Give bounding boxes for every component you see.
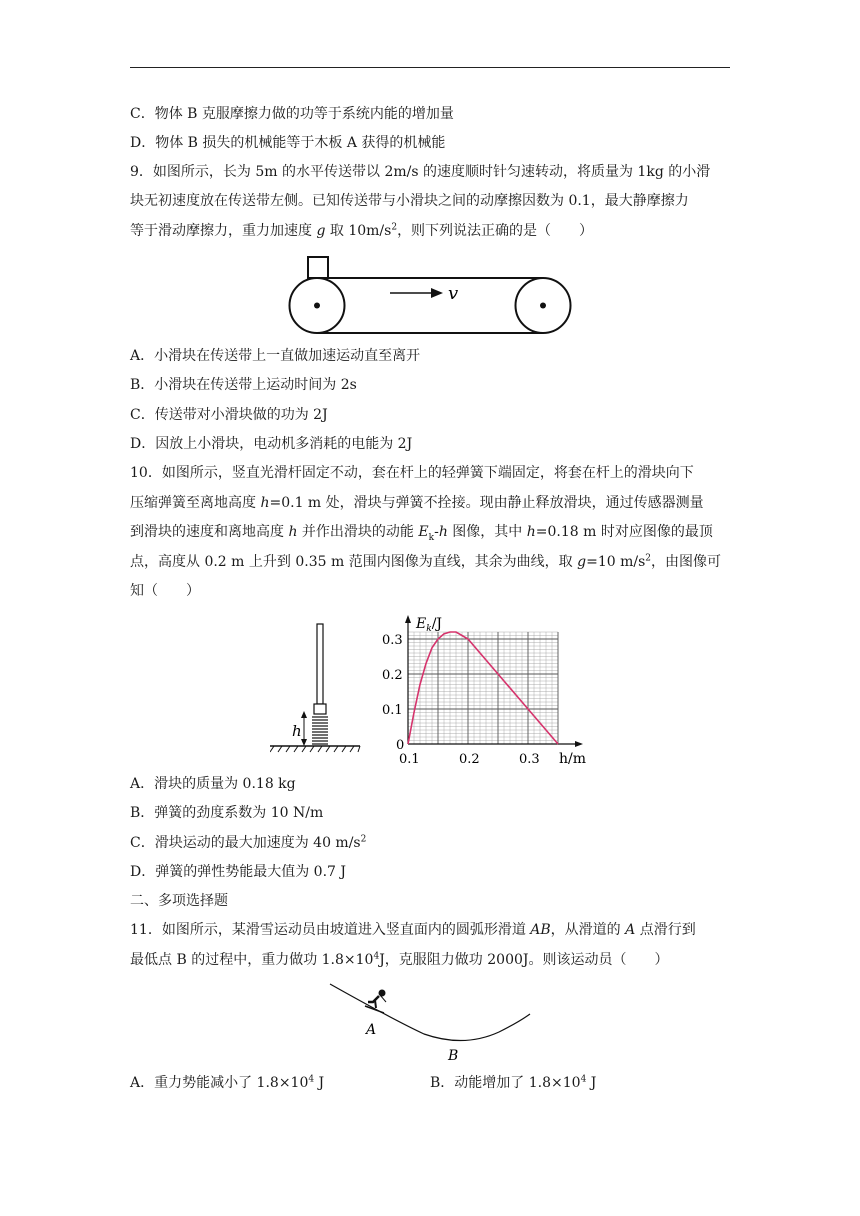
chart-grid <box>408 632 558 744</box>
q11-stem-line1: 11．如图所示，某滑雪运动员由坡道进入竖直面内的圆弧形滑道 AB，从滑道的 A 点滑行到 <box>130 922 696 938</box>
rod <box>317 624 323 704</box>
q8-option-d: D．物体 B 损失的机械能等于木板 A 获得的机械能 <box>130 135 446 151</box>
q10-stem-line2: 压缩弹簧至离地高度 h=0.1 m 处，滑块与弹簧不拴接。现由静止释放滑块，通过传感器测量 <box>130 495 704 511</box>
velocity-arrow-head <box>431 288 443 298</box>
header-rule <box>130 67 730 68</box>
height-label: h <box>292 722 302 740</box>
q9-option-b: B．小滑块在传送带上运动时间为 2s <box>130 377 357 393</box>
rod-spring-figure <box>270 618 370 763</box>
skier-icon <box>365 990 386 1014</box>
q10-stem-line3: 到滑块的速度和离地高度 h 并作出滑块的动能 $E_k-h$ 图像，其中 h=0.18 m 时对应图像的最顶 <box>130 524 713 543</box>
y-tick-label: 0.2 <box>382 668 403 683</box>
section-title: 二、多项选择题 <box>130 893 228 909</box>
q9-stem-line3: 等于滑动摩擦力，重力加速度 g 取 $10m/s^2$，则下列说法正确的是（ ） <box>130 222 594 239</box>
x-tick-label: 0.3 <box>519 752 540 767</box>
x-tick-label: 0.1 <box>399 752 420 767</box>
q10-option-b: B．弹簧的劲度系数为 10 N/m <box>130 805 324 821</box>
q10-stem-line5: 知（ ） <box>130 583 200 599</box>
ground-hatch <box>270 746 360 752</box>
y-axis-label: $E_k/J$ <box>416 616 443 634</box>
q9-stem-line1: 9．如图所示，长为 5m 的水平传送带以 2m/s 的速度顺时针匀速转动，将质量为 1kg 的小滑 <box>130 164 711 180</box>
y-tick-label: 0.3 <box>382 633 403 648</box>
q10-option-d: D．弹簧的弹性势能最大值为 0.7 J <box>130 864 347 880</box>
point-a-label: A <box>366 1022 377 1038</box>
y-tick-label: 0.1 <box>382 703 403 718</box>
x-tick-label: 0.2 <box>459 752 480 767</box>
y-tick-label: 0 <box>396 738 405 753</box>
spring <box>312 717 328 744</box>
q8-option-c: C．物体 B 克服摩擦力做的功等于系统内能的增加量 <box>130 106 454 122</box>
ski-track-figure <box>324 980 534 1066</box>
q9-option-c: C．传送带对小滑块做的功为 2J <box>130 407 328 423</box>
q11-option-a: A．重力势能减小了 $1.8\times 10^4$ J <box>130 1074 325 1091</box>
q11-stem-line2: 最低点 B 的过程中，重力做功 $1.8\times 10^4J$，克服阻力做功 2000J。则该运动员（ ） <box>130 951 669 968</box>
velocity-label: v <box>448 283 459 304</box>
q9-option-d: D．因放上小滑块，电动机多消耗的电能为 2J <box>130 436 413 452</box>
q9-option-a: A．小滑块在传送带上一直做加速运动直至离开 <box>130 348 421 364</box>
slider <box>314 704 326 714</box>
q10-option-c: C．滑块运动的最大加速度为 40 $m/s^2$ <box>130 834 367 851</box>
q11-option-b: B．动能增加了 $1.8\times 10^4$ J <box>430 1074 597 1091</box>
track-arc <box>330 984 530 1041</box>
q9-stem-line2: 块无初速度放在传送带左侧。已知传送带与小滑块之间的动摩擦因数为 0.1，最大静摩擦力 <box>130 193 689 209</box>
q10-option-a: A．滑块的质量为 0.18 kg <box>130 776 296 792</box>
y-axis-arrow <box>405 615 411 623</box>
conveyor-belt-figure <box>285 253 575 337</box>
point-b-label: B <box>448 1048 459 1064</box>
slider-block <box>308 257 328 278</box>
ek-h-chart <box>378 612 590 772</box>
x-axis-arrow <box>575 741 583 747</box>
q10-stem-line4: 点，高度从 0.2 m 上升到 0.35 m 范围内图像为直线，其余为曲线，取 g=10 $m/s^2$，由图像可 <box>130 553 722 570</box>
x-axis-label: h/m <box>559 751 587 767</box>
q10-stem-line1: 10．如图所示，竖直光滑杆固定不动，套在杆上的轻弹簧下端固定，将套在杆上的滑块向下 <box>130 465 694 481</box>
